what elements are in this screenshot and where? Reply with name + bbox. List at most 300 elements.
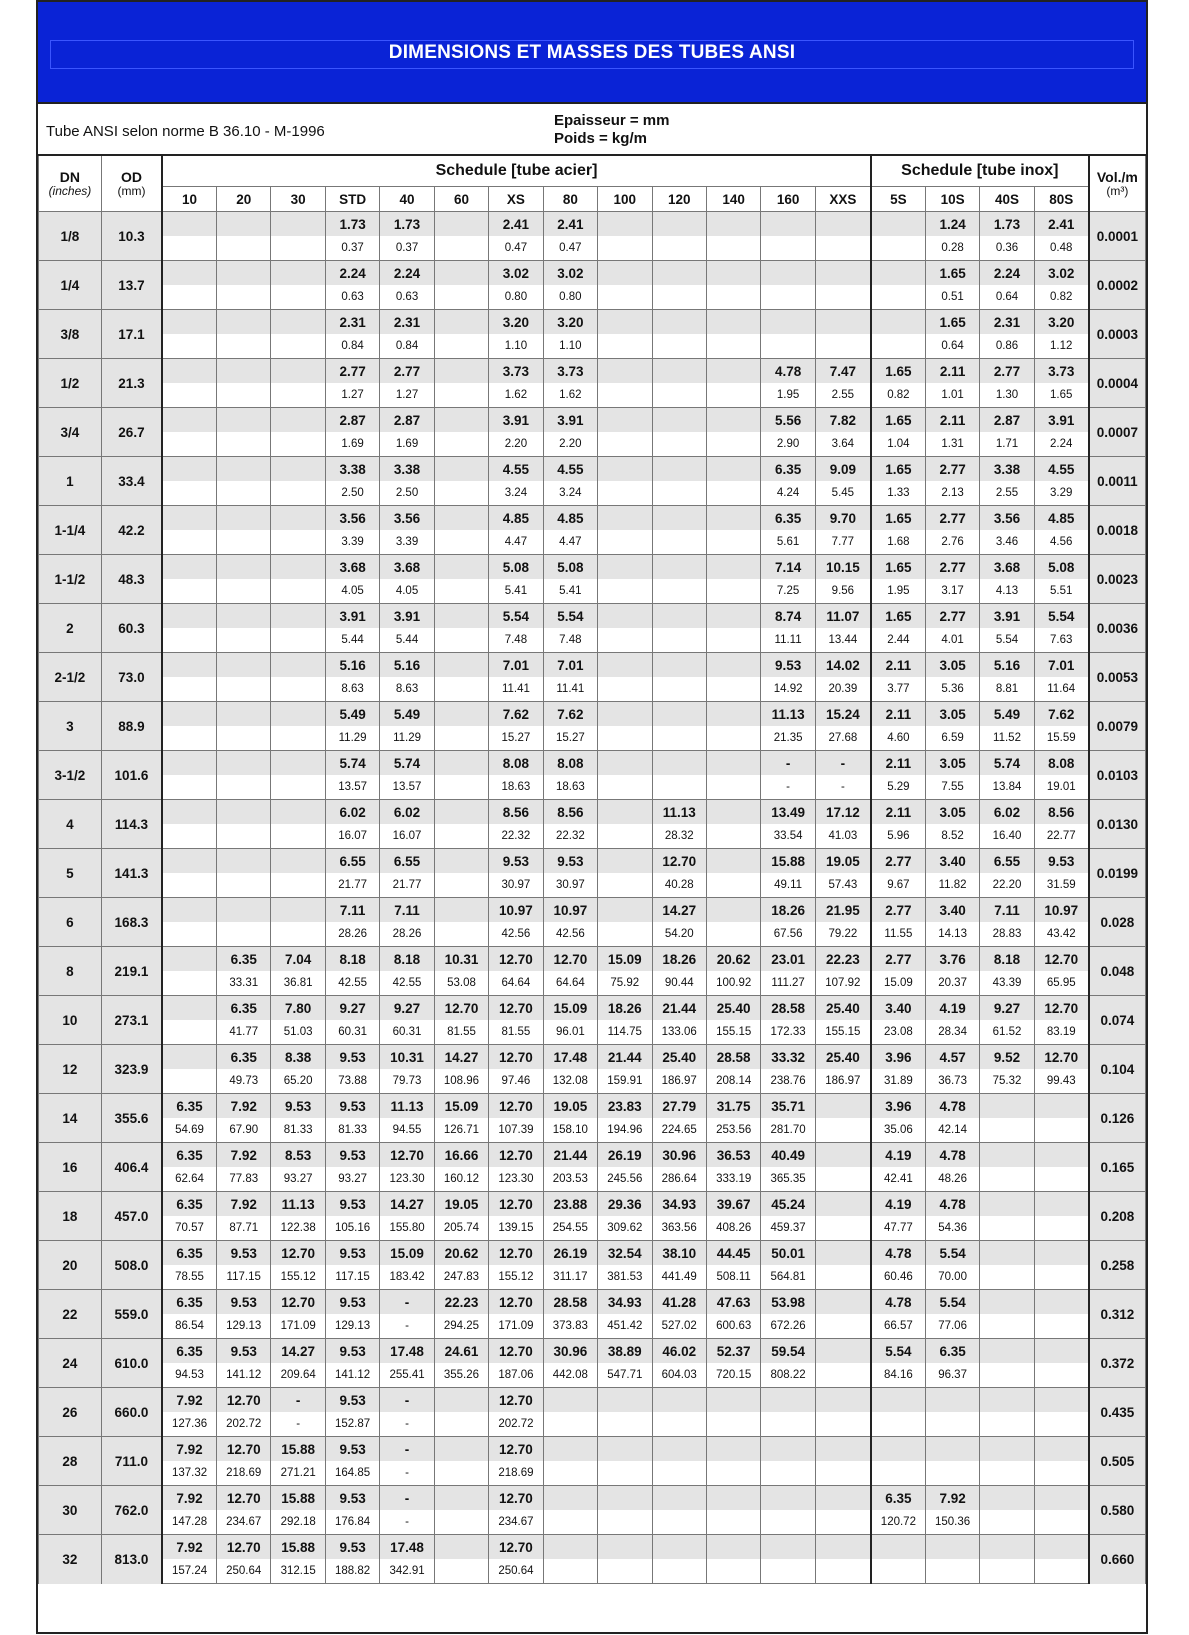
thickness-cell bbox=[598, 359, 652, 384]
weight-cell: 2.90 bbox=[761, 432, 815, 457]
weight-cell: 2.76 bbox=[925, 530, 979, 555]
weight-cell bbox=[815, 1167, 871, 1192]
thickness-cell: 3.05 bbox=[925, 751, 979, 776]
thickness-cell: 17.48 bbox=[380, 1535, 434, 1560]
weight-cell bbox=[980, 1314, 1034, 1339]
dn-cell: 1/8 bbox=[39, 212, 102, 261]
weight-cell: 64.64 bbox=[489, 971, 543, 996]
thickness-cell bbox=[434, 800, 488, 825]
thickness-cell: 2.31 bbox=[325, 310, 379, 335]
weight-cell bbox=[271, 677, 325, 702]
weight-cell: 28.34 bbox=[925, 1020, 979, 1045]
weight-cell bbox=[761, 1461, 815, 1486]
thickness-cell bbox=[162, 604, 216, 629]
weight-cell: 3.39 bbox=[325, 530, 379, 555]
weight-cell: 42.55 bbox=[380, 971, 434, 996]
weight-cell bbox=[271, 334, 325, 359]
weight-cell: 18.63 bbox=[489, 775, 543, 800]
weight-cell bbox=[434, 1461, 488, 1486]
thickness-cell bbox=[434, 506, 488, 531]
thickness-cell bbox=[652, 1486, 706, 1511]
thickness-cell: 17.48 bbox=[380, 1339, 434, 1364]
table-row-thickness bbox=[39, 800, 1146, 825]
thickness-cell bbox=[815, 1486, 871, 1511]
weight-cell: 11.29 bbox=[325, 726, 379, 751]
thickness-cell: 15.09 bbox=[598, 947, 652, 972]
weight-cell bbox=[434, 481, 488, 506]
thickness-cell bbox=[162, 212, 216, 237]
thickness-cell bbox=[871, 1437, 925, 1462]
thickness-cell bbox=[543, 1388, 597, 1413]
weight-cell bbox=[815, 1216, 871, 1241]
thickness-cell bbox=[434, 751, 488, 776]
thickness-cell bbox=[598, 261, 652, 286]
thickness-cell: 20.62 bbox=[706, 947, 760, 972]
weight-cell: 5.45 bbox=[815, 481, 871, 506]
weight-cell: 159.91 bbox=[598, 1069, 652, 1094]
weight-cell: 42.14 bbox=[925, 1118, 979, 1143]
thickness-cell: 4.57 bbox=[925, 1045, 979, 1070]
thickness-cell bbox=[652, 702, 706, 727]
thickness-cell: 3.91 bbox=[489, 408, 543, 433]
vol-header bbox=[1089, 155, 1146, 212]
thickness-cell bbox=[815, 1388, 871, 1413]
thickness-cell: 12.70 bbox=[217, 1486, 271, 1511]
weight-cell bbox=[162, 334, 216, 359]
thickness-cell bbox=[162, 947, 216, 972]
weight-unit: Poids = kg/m bbox=[554, 130, 647, 147]
thickness-cell: 2.77 bbox=[325, 359, 379, 384]
thickness-cell: 8.53 bbox=[271, 1143, 325, 1168]
weight-cell: 150.36 bbox=[925, 1510, 979, 1535]
weight-cell: 27.68 bbox=[815, 726, 871, 751]
table-row-weight bbox=[39, 628, 1146, 653]
weight-cell: 16.40 bbox=[980, 824, 1034, 849]
thickness-cell bbox=[598, 1486, 652, 1511]
weight-cell: 0.82 bbox=[871, 383, 925, 408]
norme-text: Tube ANSI selon norme B 36.10 - M-1996 bbox=[46, 123, 325, 140]
thickness-cell: 9.53 bbox=[489, 849, 543, 874]
thickness-cell bbox=[980, 1290, 1034, 1315]
weight-cell: 67.90 bbox=[217, 1118, 271, 1143]
weight-cell bbox=[162, 481, 216, 506]
weight-cell: 5.29 bbox=[871, 775, 925, 800]
thickness-cell: 6.35 bbox=[871, 1486, 925, 1511]
table-row-weight bbox=[39, 432, 1146, 457]
thickness-cell: 5.08 bbox=[489, 555, 543, 580]
weight-cell: 79.73 bbox=[380, 1069, 434, 1094]
weight-cell: 1.01 bbox=[925, 383, 979, 408]
thickness-cell: 1.73 bbox=[380, 212, 434, 237]
thickness-cell: 5.54 bbox=[871, 1339, 925, 1364]
thickness-cell: 2.24 bbox=[980, 261, 1034, 286]
thickness-cell: 15.88 bbox=[271, 1437, 325, 1462]
weight-cell: 0.84 bbox=[380, 334, 434, 359]
weight-cell bbox=[706, 334, 760, 359]
thickness-cell bbox=[162, 457, 216, 482]
weight-cell: 13.84 bbox=[980, 775, 1034, 800]
dn-cell: 20 bbox=[39, 1241, 102, 1290]
weight-cell: 3.17 bbox=[925, 579, 979, 604]
thickness-cell bbox=[706, 898, 760, 923]
weight-cell: 0.63 bbox=[380, 285, 434, 310]
thickness-cell bbox=[271, 408, 325, 433]
weight-cell: 31.59 bbox=[1034, 873, 1088, 898]
weight-cell: 1.65 bbox=[1034, 383, 1088, 408]
weight-cell: 97.46 bbox=[489, 1069, 543, 1094]
thickness-cell: 9.53 bbox=[325, 1486, 379, 1511]
thickness-cell: 1.73 bbox=[980, 212, 1034, 237]
thickness-cell: 30.96 bbox=[543, 1339, 597, 1364]
weight-cell: 5.44 bbox=[325, 628, 379, 653]
weight-cell bbox=[1034, 1167, 1088, 1192]
thickness-cell bbox=[815, 1094, 871, 1119]
weight-cell bbox=[162, 726, 216, 751]
weight-cell: 15.09 bbox=[871, 971, 925, 996]
thickness-cell: 50.01 bbox=[761, 1241, 815, 1266]
thickness-cell bbox=[598, 849, 652, 874]
thickness-cell: 9.27 bbox=[380, 996, 434, 1021]
thickness-cell: 4.55 bbox=[1034, 457, 1088, 482]
thickness-cell bbox=[706, 653, 760, 678]
weight-cell bbox=[598, 1559, 652, 1584]
weight-cell bbox=[652, 628, 706, 653]
table-row-weight bbox=[39, 971, 1146, 996]
weight-cell: 41.03 bbox=[815, 824, 871, 849]
weight-cell: 1.95 bbox=[761, 383, 815, 408]
weight-cell: 107.92 bbox=[815, 971, 871, 996]
weight-cell: 4.60 bbox=[871, 726, 925, 751]
weight-cell: 11.41 bbox=[543, 677, 597, 702]
thickness-cell: 6.35 bbox=[162, 1339, 216, 1364]
thickness-cell: 3.73 bbox=[1034, 359, 1088, 384]
weight-cell: 5.44 bbox=[380, 628, 434, 653]
table-row-weight bbox=[39, 1020, 1146, 1045]
dn-cell: 16 bbox=[39, 1143, 102, 1192]
thickness-cell: 9.53 bbox=[325, 1143, 379, 1168]
thickness-cell: 7.92 bbox=[162, 1388, 216, 1413]
od-cell: 114.3 bbox=[101, 800, 162, 849]
thickness-cell: 7.92 bbox=[162, 1486, 216, 1511]
od-cell: 273.1 bbox=[101, 996, 162, 1045]
weight-cell bbox=[1034, 1412, 1088, 1437]
thickness-cell: 2.31 bbox=[380, 310, 434, 335]
dn-cell: 24 bbox=[39, 1339, 102, 1388]
thickness-cell bbox=[706, 457, 760, 482]
weight-cell: 5.36 bbox=[925, 677, 979, 702]
dn-cell: 5 bbox=[39, 849, 102, 898]
thickness-cell: 9.70 bbox=[815, 506, 871, 531]
weight-cell: 73.88 bbox=[325, 1069, 379, 1094]
thickness-cell: 9.53 bbox=[271, 1094, 325, 1119]
weight-cell: 60.46 bbox=[871, 1265, 925, 1290]
weight-cell bbox=[706, 1559, 760, 1584]
thickness-cell: 9.53 bbox=[325, 1290, 379, 1315]
volume-cell: 0.0053 bbox=[1089, 653, 1146, 702]
weight-cell bbox=[871, 285, 925, 310]
weight-cell bbox=[815, 1412, 871, 1437]
weight-cell bbox=[162, 285, 216, 310]
weight-cell bbox=[706, 285, 760, 310]
table-row-weight bbox=[39, 1167, 1146, 1192]
thickness-cell: 6.35 bbox=[217, 1045, 271, 1070]
dn-cell: 1/2 bbox=[39, 359, 102, 408]
weight-cell bbox=[434, 873, 488, 898]
schedule-header-160: 160 bbox=[761, 187, 815, 212]
thickness-cell: 22.23 bbox=[434, 1290, 488, 1315]
thickness-cell: 12.70 bbox=[217, 1535, 271, 1560]
thickness-cell bbox=[162, 996, 216, 1021]
thickness-cell: 4.78 bbox=[761, 359, 815, 384]
thickness-cell: 21.44 bbox=[652, 996, 706, 1021]
thickness-cell: 3.02 bbox=[489, 261, 543, 286]
thickness-cell bbox=[815, 1290, 871, 1315]
weight-cell: 194.96 bbox=[598, 1118, 652, 1143]
schedule-header-100: 100 bbox=[598, 187, 652, 212]
od-header bbox=[101, 155, 162, 212]
weight-cell: 188.82 bbox=[325, 1559, 379, 1584]
table-row-thickness bbox=[39, 1486, 1146, 1511]
thickness-cell bbox=[543, 1486, 597, 1511]
od-cell: 73.0 bbox=[101, 653, 162, 702]
thickness-cell bbox=[162, 653, 216, 678]
weight-cell: 187.06 bbox=[489, 1363, 543, 1388]
weight-cell bbox=[217, 824, 271, 849]
schedule-header-80s: 80S bbox=[1034, 187, 1088, 212]
weight-cell: 1.69 bbox=[380, 432, 434, 457]
thickness-cell: 7.92 bbox=[217, 1094, 271, 1119]
dn-cell: 14 bbox=[39, 1094, 102, 1143]
thickness-cell: 5.08 bbox=[1034, 555, 1088, 580]
weight-cell: 4.47 bbox=[543, 530, 597, 555]
weight-cell bbox=[162, 236, 216, 261]
weight-cell: 6.59 bbox=[925, 726, 979, 751]
thickness-cell: 1.65 bbox=[871, 359, 925, 384]
thickness-cell bbox=[217, 359, 271, 384]
table-row-thickness bbox=[39, 1094, 1146, 1119]
weight-cell: 363.56 bbox=[652, 1216, 706, 1241]
thickness-cell: 9.52 bbox=[980, 1045, 1034, 1070]
weight-cell bbox=[217, 677, 271, 702]
thickness-cell bbox=[652, 212, 706, 237]
thickness-cell bbox=[815, 1241, 871, 1266]
weight-cell: 0.47 bbox=[489, 236, 543, 261]
thickness-cell: 5.74 bbox=[380, 751, 434, 776]
weight-cell bbox=[652, 530, 706, 555]
table-row-weight bbox=[39, 677, 1146, 702]
thickness-cell: 6.35 bbox=[217, 996, 271, 1021]
weight-cell: 294.25 bbox=[434, 1314, 488, 1339]
weight-cell: 11.41 bbox=[489, 677, 543, 702]
thickness-cell bbox=[815, 212, 871, 237]
dn-cell: 30 bbox=[39, 1486, 102, 1535]
weight-cell: 43.39 bbox=[980, 971, 1034, 996]
weight-cell bbox=[162, 775, 216, 800]
units-legend bbox=[554, 112, 669, 148]
volume-cell: 0.0079 bbox=[1089, 702, 1146, 751]
weight-cell: 147.28 bbox=[162, 1510, 216, 1535]
thickness-cell bbox=[598, 800, 652, 825]
table-row-thickness bbox=[39, 653, 1146, 678]
thickness-cell: 18.26 bbox=[652, 947, 706, 972]
weight-cell: 22.32 bbox=[489, 824, 543, 849]
thickness-cell bbox=[980, 1094, 1034, 1119]
thickness-cell: 19.05 bbox=[434, 1192, 488, 1217]
weight-cell: 4.24 bbox=[761, 481, 815, 506]
weight-cell: 22.20 bbox=[980, 873, 1034, 898]
thickness-cell: 2.24 bbox=[380, 261, 434, 286]
vol-unit: (m³) bbox=[1106, 183, 1129, 198]
thickness-cell bbox=[598, 212, 652, 237]
thickness-cell bbox=[162, 702, 216, 727]
thickness-cell bbox=[706, 1388, 760, 1413]
volume-cell: 0.0130 bbox=[1089, 800, 1146, 849]
weight-cell: 160.12 bbox=[434, 1167, 488, 1192]
weight-cell bbox=[706, 1510, 760, 1535]
weight-cell: 250.64 bbox=[489, 1559, 543, 1584]
weight-cell: 3.29 bbox=[1034, 481, 1088, 506]
thickness-cell: 7.11 bbox=[380, 898, 434, 923]
weight-cell: 15.27 bbox=[489, 726, 543, 751]
weight-cell: 48.26 bbox=[925, 1167, 979, 1192]
thickness-cell: 5.16 bbox=[325, 653, 379, 678]
weight-cell: 14.13 bbox=[925, 922, 979, 947]
schedule-header-120: 120 bbox=[652, 187, 706, 212]
table-row-weight bbox=[39, 922, 1146, 947]
od-cell: 406.4 bbox=[101, 1143, 162, 1192]
weight-cell: 1.12 bbox=[1034, 334, 1088, 359]
weight-cell bbox=[217, 628, 271, 653]
weight-cell: 81.55 bbox=[489, 1020, 543, 1045]
weight-cell: 7.77 bbox=[815, 530, 871, 555]
weight-cell: 2.20 bbox=[489, 432, 543, 457]
weight-cell: 8.52 bbox=[925, 824, 979, 849]
thickness-cell: 2.31 bbox=[980, 310, 1034, 335]
thickness-cell bbox=[761, 212, 815, 237]
weight-cell bbox=[162, 971, 216, 996]
thickness-cell: 6.55 bbox=[980, 849, 1034, 874]
weight-cell bbox=[543, 1461, 597, 1486]
thickness-cell: 15.09 bbox=[543, 996, 597, 1021]
weight-cell bbox=[598, 579, 652, 604]
weight-cell bbox=[925, 1461, 979, 1486]
weight-cell: 67.56 bbox=[761, 922, 815, 947]
thickness-cell: 4.55 bbox=[489, 457, 543, 482]
weight-cell: 21.35 bbox=[761, 726, 815, 751]
thickness-cell bbox=[706, 702, 760, 727]
thickness-cell bbox=[706, 1486, 760, 1511]
thickness-cell: 3.68 bbox=[325, 555, 379, 580]
thickness-cell: 34.93 bbox=[652, 1192, 706, 1217]
weight-cell: 205.74 bbox=[434, 1216, 488, 1241]
weight-cell bbox=[706, 579, 760, 604]
weight-cell: 139.15 bbox=[489, 1216, 543, 1241]
weight-cell bbox=[598, 334, 652, 359]
volume-cell: 0.0018 bbox=[1089, 506, 1146, 555]
weight-cell: 381.53 bbox=[598, 1265, 652, 1290]
thickness-cell bbox=[652, 751, 706, 776]
volume-cell: 0.660 bbox=[1089, 1535, 1146, 1584]
weight-cell: 30.97 bbox=[489, 873, 543, 898]
weight-cell: 77.83 bbox=[217, 1167, 271, 1192]
volume-cell: 0.126 bbox=[1089, 1094, 1146, 1143]
thickness-cell: 2.11 bbox=[871, 751, 925, 776]
thickness-cell: 6.35 bbox=[162, 1241, 216, 1266]
thickness-cell: 4.19 bbox=[871, 1192, 925, 1217]
thickness-cell bbox=[598, 1535, 652, 1560]
thickness-cell: 2.11 bbox=[925, 359, 979, 384]
thickness-cell bbox=[1034, 1143, 1088, 1168]
thickness-cell: 7.92 bbox=[162, 1437, 216, 1462]
weight-cell bbox=[271, 579, 325, 604]
weight-cell: 13.57 bbox=[380, 775, 434, 800]
weight-cell: 9.67 bbox=[871, 873, 925, 898]
thickness-cell: 3.02 bbox=[543, 261, 597, 286]
weight-cell bbox=[815, 1265, 871, 1290]
weight-cell bbox=[598, 481, 652, 506]
weight-cell bbox=[706, 628, 760, 653]
thickness-cell bbox=[434, 1437, 488, 1462]
thickness-cell bbox=[980, 1535, 1034, 1560]
weight-cell: 1.71 bbox=[980, 432, 1034, 457]
weight-cell bbox=[217, 236, 271, 261]
thickness-cell: 5.74 bbox=[980, 751, 1034, 776]
od-cell: 660.0 bbox=[101, 1388, 162, 1437]
weight-cell bbox=[815, 1118, 871, 1143]
table-row-thickness bbox=[39, 1192, 1146, 1217]
thickness-cell bbox=[1034, 1388, 1088, 1413]
thickness-cell: 3.20 bbox=[1034, 310, 1088, 335]
thickness-cell: 9.53 bbox=[325, 1045, 379, 1070]
weight-cell bbox=[1034, 1559, 1088, 1584]
thickness-cell bbox=[434, 702, 488, 727]
weight-cell bbox=[162, 530, 216, 555]
weight-cell bbox=[1034, 1265, 1088, 1290]
weight-cell: 36.73 bbox=[925, 1069, 979, 1094]
table-row-weight bbox=[39, 1069, 1146, 1094]
thickness-cell bbox=[706, 261, 760, 286]
weight-cell: 271.21 bbox=[271, 1461, 325, 1486]
weight-cell bbox=[598, 1510, 652, 1535]
thickness-cell bbox=[598, 751, 652, 776]
table-row-thickness bbox=[39, 1241, 1146, 1266]
weight-cell bbox=[598, 628, 652, 653]
weight-cell: 1.27 bbox=[325, 383, 379, 408]
thickness-cell: 7.62 bbox=[543, 702, 597, 727]
weight-cell bbox=[598, 726, 652, 751]
weight-cell bbox=[271, 481, 325, 506]
weight-cell: 81.33 bbox=[325, 1118, 379, 1143]
weight-cell bbox=[652, 432, 706, 457]
weight-cell: - bbox=[761, 775, 815, 800]
thickness-cell bbox=[706, 1437, 760, 1462]
thickness-cell: 12.70 bbox=[434, 996, 488, 1021]
weight-cell: 720.15 bbox=[706, 1363, 760, 1388]
weight-cell bbox=[652, 579, 706, 604]
thickness-cell bbox=[217, 212, 271, 237]
weight-cell: 672.26 bbox=[761, 1314, 815, 1339]
weight-cell bbox=[217, 383, 271, 408]
thickness-cell: 13.49 bbox=[761, 800, 815, 825]
thickness-cell bbox=[434, 1535, 488, 1560]
thickness-cell bbox=[815, 1437, 871, 1462]
table-row-weight bbox=[39, 1118, 1146, 1143]
thickness-cell bbox=[434, 898, 488, 923]
thickness-cell: 9.53 bbox=[325, 1535, 379, 1560]
weight-cell bbox=[598, 824, 652, 849]
thickness-cell: 5.16 bbox=[980, 653, 1034, 678]
weight-cell: 65.20 bbox=[271, 1069, 325, 1094]
